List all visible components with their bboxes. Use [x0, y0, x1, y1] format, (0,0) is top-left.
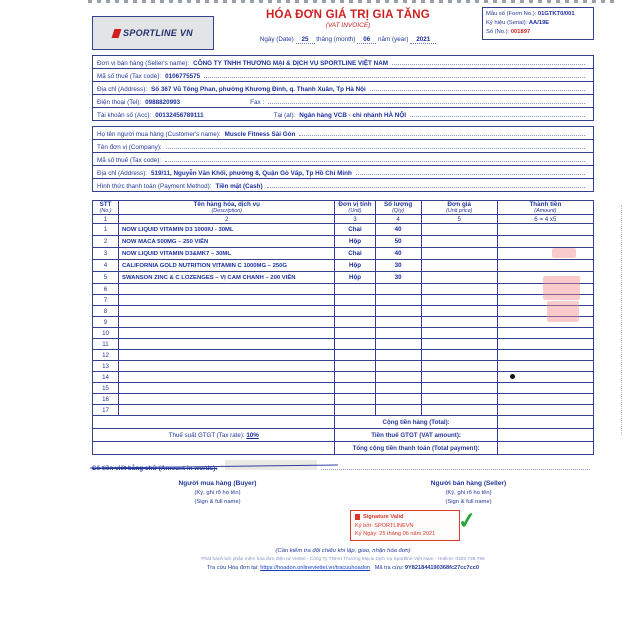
row-unit [335, 317, 375, 328]
tax-rate-cell [93, 429, 335, 442]
row-qty [375, 372, 421, 383]
row-qty: 50 [375, 236, 421, 248]
row-unit [335, 361, 375, 372]
tear-off-perforation [88, 0, 618, 3]
seller-account-value: 00132456789111 [155, 111, 204, 119]
invoice-number-label: Số (No.): [486, 28, 510, 35]
seller-tel-row [93, 95, 593, 108]
payment-method-label: Hình thức thanh toán (Payment Method): [97, 182, 212, 190]
row-qty: 30 [375, 260, 421, 272]
row-unit-price [421, 248, 497, 260]
buyer-info-box [92, 126, 594, 192]
row-no: 17 [93, 405, 119, 416]
lookup-code-value: 9Y821844190368fc27cc7cc0 [404, 565, 479, 572]
payment-method-row [93, 179, 593, 191]
table-row [93, 236, 594, 248]
logo-mark-icon [112, 29, 122, 38]
col-header-amount: Thành tiền (Amount) [497, 201, 593, 215]
row-unit [335, 306, 375, 317]
row-description [119, 339, 335, 350]
row-amount [497, 361, 593, 372]
dotted-leader [392, 58, 585, 65]
invoice-header [92, 7, 594, 50]
dotted-leader [204, 71, 585, 78]
row-description [119, 361, 335, 372]
subtotal-amount [497, 416, 593, 429]
seller-bank-value: Ngân hàng VCB - chi nhánh HÀ NỘI [299, 111, 406, 119]
sportline-logo [92, 16, 214, 50]
row-description [119, 306, 335, 317]
row-no: 13 [93, 361, 119, 372]
row-no: 8 [93, 306, 119, 317]
buyer-name-value: Muscle Fitness Sài Gòn [224, 130, 296, 138]
seller-tel-label: Điện thoại (Tel): [97, 98, 142, 106]
row-unit-price [421, 350, 497, 361]
invoice-meta-box [482, 7, 594, 40]
table-row [93, 260, 594, 272]
lookup-code-label: Mã tra cứu: [374, 565, 404, 572]
serial-value: AA/19E [528, 19, 550, 26]
row-amount [497, 260, 593, 272]
row-amount [497, 306, 593, 317]
row-qty [375, 328, 421, 339]
row-amount [497, 394, 593, 405]
row-unit: Hộp [335, 272, 375, 284]
invoice-footer [92, 548, 594, 571]
row-unit-price [421, 361, 497, 372]
row-amount [497, 383, 593, 394]
column-numbers-row [93, 215, 594, 224]
table-empty-row [93, 339, 594, 350]
row-unit [335, 295, 375, 306]
row-no: 16 [93, 394, 119, 405]
table-empty-row [93, 405, 594, 416]
seller-account-label: Tài khoản số (Acc): [97, 111, 152, 119]
seller-sign-note-vi: (Ký, ghi rõ họ tên) [445, 489, 492, 496]
dotted-leader [299, 129, 585, 136]
invoice-number-value: 001897 [510, 28, 531, 35]
row-unit [335, 372, 375, 383]
date-month: 06 [357, 36, 376, 44]
row-description: NOW LIQUID VITAMIN D3&MK7 – 30ML [119, 248, 335, 260]
totals-body [93, 416, 594, 455]
row-qty [375, 284, 421, 295]
ink-dot-artifact [510, 374, 515, 379]
highlight-mark [547, 301, 579, 322]
dotted-leader [321, 463, 590, 470]
col-header-no: STT (No.) [93, 201, 119, 215]
seller-address-row [93, 82, 593, 95]
vat-amount-label: Tiền thuế GTGT (VAT amount): [335, 429, 497, 442]
table-empty-row [93, 394, 594, 405]
seller-bank-label: Tại (at): [273, 111, 296, 119]
row-unit-price [421, 260, 497, 272]
row-amount [497, 328, 593, 339]
table-empty-row [93, 284, 594, 295]
table-empty-row [93, 306, 594, 317]
table-header [93, 201, 594, 224]
buyer-address-value: 519/11, Nguyễn Văn Khối, phường 8, Quận Gò Vấp, Tp Hồ Chí Minh [151, 169, 352, 177]
highlight-mark [543, 276, 580, 300]
row-qty [375, 306, 421, 317]
buyer-sign-note-vi: (Ký, ghi rõ họ tên) [194, 489, 241, 496]
buyer-signature-block [92, 479, 343, 506]
buyer-address-row [93, 166, 593, 179]
tax-rate-label: Thuế suất GTGT (Tax rate): [168, 431, 245, 439]
dotted-leader [356, 168, 585, 175]
seller-taxcode-label: Mã số thuế (Tax code): [97, 72, 162, 80]
invoice-subtitle: (VAT INVOICE) [325, 22, 371, 29]
row-unit [335, 394, 375, 405]
lookup-label: Tra cứu Hóa đơn tại: [207, 565, 259, 572]
row-description: SWANSON ZINC & C LOZENGES – VỊ CAM CHANH – 200 VIÊN [119, 272, 335, 284]
grand-total-label: Tổng cộng tiền thanh toán (Total payment): [335, 442, 497, 455]
publisher-line: Phát hành bởi phần mềm hóa đơn điện tử Viettel - Công Ty TNHH Thương Mại & Dịch Vụ Sportline Việt Nam - Hotline: 0325 738 796 [201, 557, 485, 563]
row-unit-price [421, 372, 497, 383]
seller-fax-label: Fax : [250, 98, 265, 106]
seller-taxcode-row [93, 69, 593, 82]
title-block [214, 7, 482, 43]
amount-in-words-row [92, 460, 594, 473]
table-row [93, 248, 594, 260]
serial-line [486, 19, 590, 28]
header-labels-row [93, 201, 594, 215]
row-description [119, 328, 335, 339]
form-number-line [486, 10, 590, 19]
row-unit-price [421, 339, 497, 350]
seller-name-value: CÔNG TY TNHH THƯƠNG MẠI & DỊCH VỤ SPORTLINE VIỆT NAM [193, 59, 388, 67]
row-amount [497, 248, 593, 260]
row-unit [335, 284, 375, 295]
serial-label: Ký hiệu (Serial): [486, 19, 528, 26]
line-items-table [92, 200, 594, 455]
empty-cell [93, 442, 335, 455]
row-description: CALIFORNIA GOLD NUTRITION VITAMIN C 1000MG – 250G [119, 260, 335, 272]
row-description [119, 284, 335, 295]
seller-tel-value: 0988820993 [145, 98, 181, 106]
vat-amount [497, 429, 593, 442]
dotted-leader [410, 110, 585, 117]
row-unit-price [421, 295, 497, 306]
row-no: 9 [93, 317, 119, 328]
row-unit-price [421, 328, 497, 339]
row-unit [335, 405, 375, 416]
row-description: NOW MACA 500MG – 250 VIÊN [119, 236, 335, 248]
tax-rate-value: 10% [246, 431, 259, 439]
row-amount [497, 317, 593, 328]
row-unit [335, 350, 375, 361]
row-description: NOW LIQUID VITAMIN D3 1000IU - 30ML [119, 224, 335, 236]
col-header-unit-price: Đơn giá (Unit price) [421, 201, 497, 215]
row-description [119, 372, 335, 383]
row-unit-price [421, 394, 497, 405]
row-qty [375, 383, 421, 394]
row-description [119, 383, 335, 394]
row-no: 12 [93, 350, 119, 361]
row-unit: Hộp [335, 236, 375, 248]
colnum-5: 5 [421, 215, 497, 224]
row-no: 6 [93, 284, 119, 295]
colnum-6: 6 = 4 x5 [497, 215, 593, 224]
invoice-number-line [486, 28, 590, 37]
filled-rows-body [93, 224, 594, 284]
row-no: 14 [93, 372, 119, 383]
seal-icon [355, 514, 360, 520]
form-number-label: Mẫu số (Form No.): [486, 11, 537, 17]
row-unit [335, 339, 375, 350]
logo-text: SPORTLINE VN [123, 28, 193, 38]
row-description [119, 295, 335, 306]
signature-valid-line [355, 513, 455, 521]
row-unit [335, 383, 375, 394]
row-unit: Chai [335, 224, 375, 236]
verification-note: (Cần kiểm tra đối chiếu khi lập, giao, nhận hóa đơn) [275, 548, 411, 555]
dotted-leader [165, 155, 585, 162]
lookup-line [92, 565, 594, 571]
table-empty-row [93, 295, 594, 306]
buyer-address-label: Địa chỉ (Address): [97, 169, 148, 177]
form-number-value: 01GTKT0/001 [537, 11, 575, 17]
table-empty-row [93, 317, 594, 328]
col-header-qty: Số lượng (Qty) [375, 201, 421, 215]
payment-method-value: Tiền mặt (Cash) [215, 182, 263, 190]
row-unit-price [421, 224, 497, 236]
row-description [119, 317, 335, 328]
row-unit: Chai [335, 248, 375, 260]
row-no: 2 [93, 236, 119, 248]
row-qty [375, 361, 421, 372]
row-no: 1 [93, 224, 119, 236]
seller-taxcode-value: 0106775575 [165, 72, 201, 80]
digital-signature-box [350, 510, 460, 541]
empty-cell [93, 416, 335, 429]
dotted-leader [166, 142, 585, 149]
dotted-leader [267, 181, 585, 188]
subtotal-label: Cộng tiền hàng (Total): [335, 416, 497, 429]
row-unit-price [421, 272, 497, 284]
grand-total-row [93, 442, 594, 455]
row-qty [375, 394, 421, 405]
row-no: 11 [93, 339, 119, 350]
buyer-company-row [93, 140, 593, 153]
seller-name-row [93, 56, 593, 69]
row-no: 5 [93, 272, 119, 284]
buyer-signature-title: Người mua hàng (Buyer) [178, 480, 257, 487]
invoice-date-line [214, 36, 482, 43]
row-no: 3 [93, 248, 119, 260]
row-no: 7 [93, 295, 119, 306]
table-row [93, 272, 594, 284]
colnum-2: 2 [119, 215, 335, 224]
row-description [119, 350, 335, 361]
right-edge-perforation [621, 205, 622, 435]
row-amount [497, 339, 593, 350]
table-empty-row [93, 383, 594, 394]
buyer-name-row [93, 127, 593, 140]
dotted-leader [370, 84, 585, 91]
row-unit-price [421, 284, 497, 295]
row-description [119, 394, 335, 405]
subtotal-row [93, 416, 594, 429]
highlight-mark [552, 248, 576, 258]
seller-info-box [92, 55, 594, 121]
row-qty [375, 317, 421, 328]
row-no: 4 [93, 260, 119, 272]
seller-sign-note-en: (Sign & full name) [445, 498, 492, 505]
row-qty: 30 [375, 272, 421, 284]
seller-address-value: Số 367 Vũ Tông Phan, phường Khương Đình, q. Thanh Xuân, Tp Hà Nội [151, 85, 366, 93]
grand-total-amount [497, 442, 593, 455]
buyer-taxcode-label: Mã số thuế (Tax code): [97, 156, 162, 164]
row-amount [497, 405, 593, 416]
signature-valid-text: Signature Valid [363, 514, 404, 521]
seller-signature-title: Người bán hàng (Seller) [430, 480, 507, 487]
col-header-unit: Đơn vị tính (Unit) [335, 201, 375, 215]
row-no: 15 [93, 383, 119, 394]
date-day: 25 [296, 36, 315, 44]
digital-signature-area [350, 507, 478, 541]
invoice-lookup-link[interactable]: https://hoadon.onlineviettel.vn/tracuuhoadon [260, 565, 371, 572]
amount-in-words-label: Số tiền viết bằng chữ (Amount in words): [92, 465, 218, 472]
colnum-4: 4 [375, 215, 421, 224]
row-unit-price [421, 236, 497, 248]
row-no: 10 [93, 328, 119, 339]
seller-signature-block [343, 479, 594, 506]
row-description [119, 405, 335, 416]
signed-date-text: Ký Ngày: 25 tháng 06 năm 2021 [355, 531, 436, 538]
month-label: tháng (month) [316, 36, 356, 43]
table-empty-row [93, 361, 594, 372]
row-unit: Hộp [335, 260, 375, 272]
row-qty [375, 339, 421, 350]
date-year: 2021 [410, 36, 436, 44]
row-unit-price [421, 317, 497, 328]
year-label: năm (year) [377, 36, 409, 43]
row-amount [497, 224, 593, 236]
seller-name-label: Đơn vị bán hàng (Seller's name): [97, 59, 190, 67]
row-unit-price [421, 383, 497, 394]
row-amount [497, 236, 593, 248]
checkmark-icon: ✓ [456, 507, 478, 535]
table-empty-row [93, 328, 594, 339]
row-qty: 40 [375, 224, 421, 236]
row-qty [375, 350, 421, 361]
buyer-name-label: Họ tên người mua hàng (Customer's name): [97, 130, 221, 138]
row-amount [497, 350, 593, 361]
table-row [93, 224, 594, 236]
row-qty: 40 [375, 248, 421, 260]
signature-section [92, 479, 594, 506]
vat-row [93, 429, 594, 442]
row-unit [335, 328, 375, 339]
row-unit-price [421, 405, 497, 416]
date-label: Ngày (Date) [259, 36, 294, 43]
row-qty [375, 295, 421, 306]
colnum-3: 3 [335, 215, 375, 224]
empty-rows-body [93, 284, 594, 416]
buyer-sign-note-en: (Sign & full name) [194, 498, 241, 505]
buyer-company-label: Tên đơn vị (Company): [97, 143, 162, 151]
colnum-1: 1 [93, 215, 119, 224]
dotted-leader [268, 97, 585, 104]
table-empty-row [93, 372, 594, 383]
table-empty-row [93, 350, 594, 361]
signed-by-text: Ký bởi: SPORTLINEVN [355, 522, 414, 529]
buyer-taxcode-row [93, 153, 593, 166]
seller-account-row [93, 108, 593, 120]
seller-address-label: Địa chỉ (Address): [97, 85, 148, 93]
invoice-title: HÓA ĐƠN GIÁ TRỊ GIA TĂNG [266, 9, 430, 21]
col-header-description: Tên hàng hóa, dịch vụ (Description) [119, 201, 335, 215]
row-unit-price [421, 306, 497, 317]
row-qty [375, 405, 421, 416]
